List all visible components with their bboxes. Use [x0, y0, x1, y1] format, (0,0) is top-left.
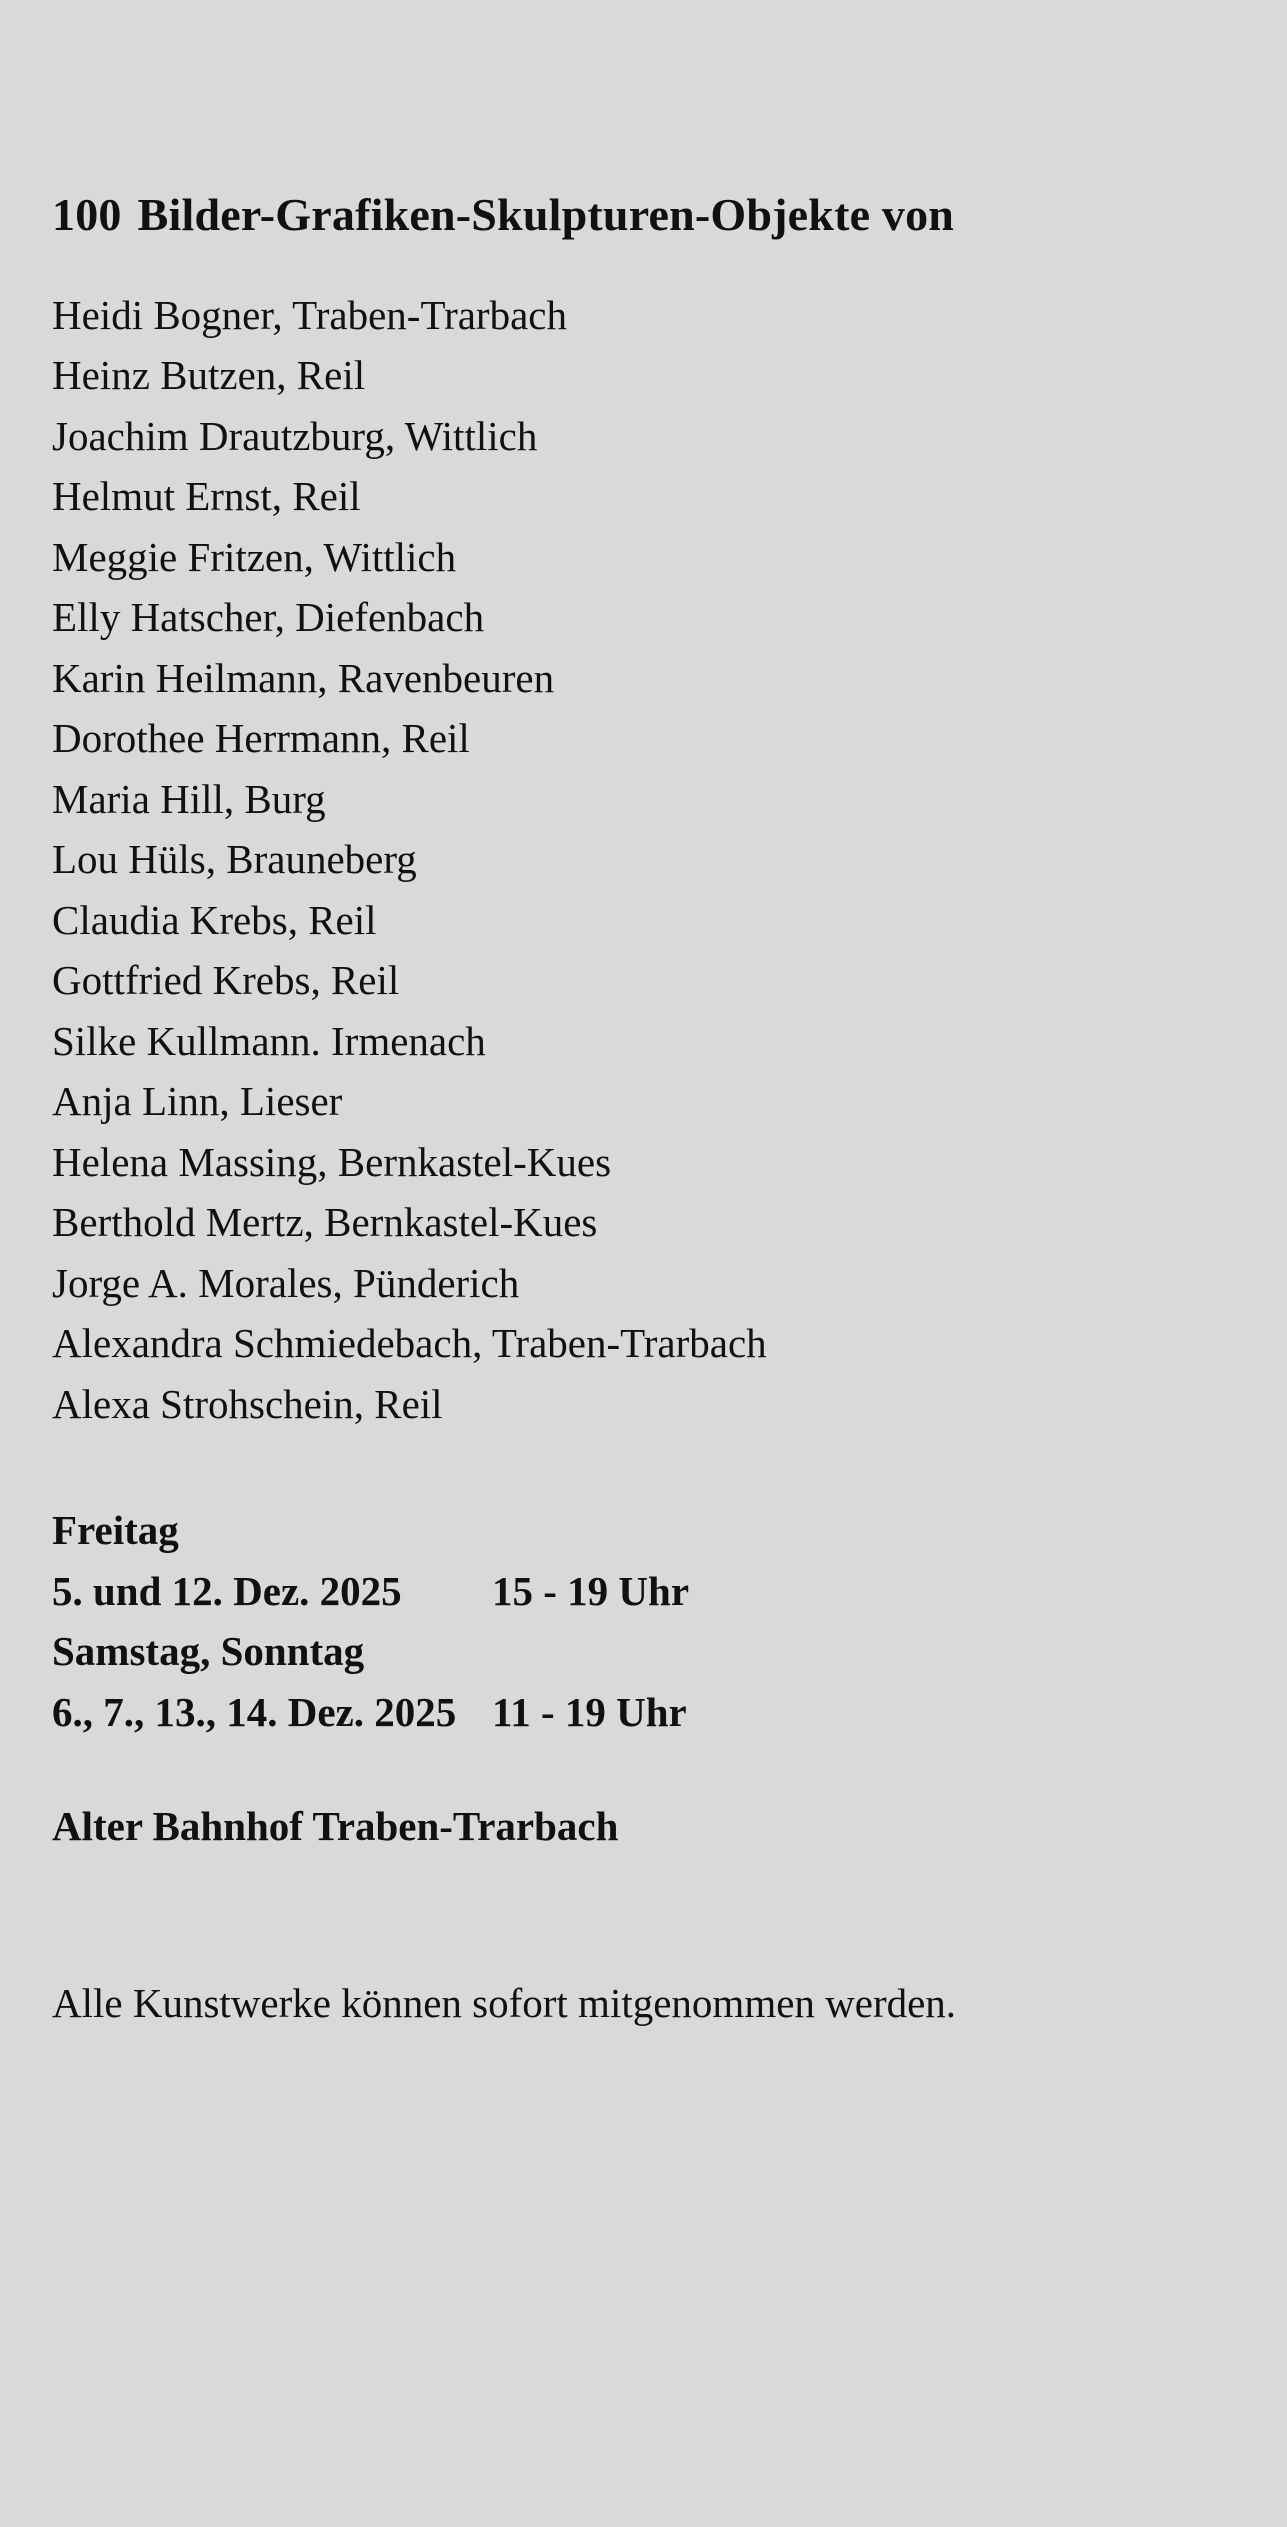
list-item: Alexandra Schmiedebach, Traben-Trarbach [52, 1320, 767, 1367]
schedule-date: 6., 7., 13., 14. Dez. 2025 [52, 1688, 457, 1735]
list-item: Claudia Krebs, Reil [52, 896, 377, 943]
list-item: Karin Heilmann, Ravenbeuren [52, 654, 555, 701]
schedule-time: 11 - 19 Uhr [492, 1688, 687, 1735]
headline-text: Bilder-Grafiken-Skulpturen-Objekte von [137, 189, 955, 240]
schedule-row-weekend [52, 1682, 1287, 1743]
pickup-note: Alle Kunstwerke können sofort mitgenommen werden. [52, 1979, 957, 2026]
artwork-count: 100 [52, 189, 122, 240]
list-item: Maria Hill, Burg [52, 775, 326, 822]
opening-hours [52, 1500, 1287, 1742]
day-label-weekend: Samstag, Sonntag [52, 1628, 365, 1675]
list-item: Lou Hüls, Brauneberg [52, 836, 417, 883]
list-item: Dorothee Herrmann, Reil [52, 715, 470, 762]
list-item: Heidi Bogner, Traben-Trarbach [52, 291, 567, 338]
schedule-date: 5. und 12. Dez. 2025 [52, 1567, 402, 1614]
list-item: Berthold Mertz, Bernkastel-Kues [52, 1199, 598, 1246]
list-item: Elly Hatscher, Diefenbach [52, 594, 485, 641]
list-item: Anja Linn, Lieser [52, 1078, 343, 1125]
list-item: Silke Kullmann. Irmenach [52, 1017, 486, 1064]
list-item: Jorge A. Morales, Pünderich [52, 1259, 520, 1306]
list-item: Alexa Strohschein, Reil [52, 1380, 443, 1427]
list-item: Heinz Butzen, Reil [52, 352, 366, 399]
day-label-friday: Freitag [52, 1507, 179, 1554]
list-item: Gottfried Krebs, Reil [52, 957, 400, 1004]
list-item: Helmut Ernst, Reil [52, 473, 361, 520]
page-title [52, 190, 1287, 241]
venue-name: Alter Bahnhof Traben-Trarbach [52, 1803, 619, 1850]
schedule-time: 15 - 19 Uhr [492, 1567, 690, 1614]
list-item: Helena Massing, Bernkastel-Kues [52, 1138, 612, 1185]
schedule-row-friday [52, 1561, 1287, 1622]
list-item: Meggie Fritzen, Wittlich [52, 533, 457, 580]
artist-list [52, 285, 1287, 1435]
list-item: Joachim Drautzburg, Wittlich [52, 412, 538, 459]
